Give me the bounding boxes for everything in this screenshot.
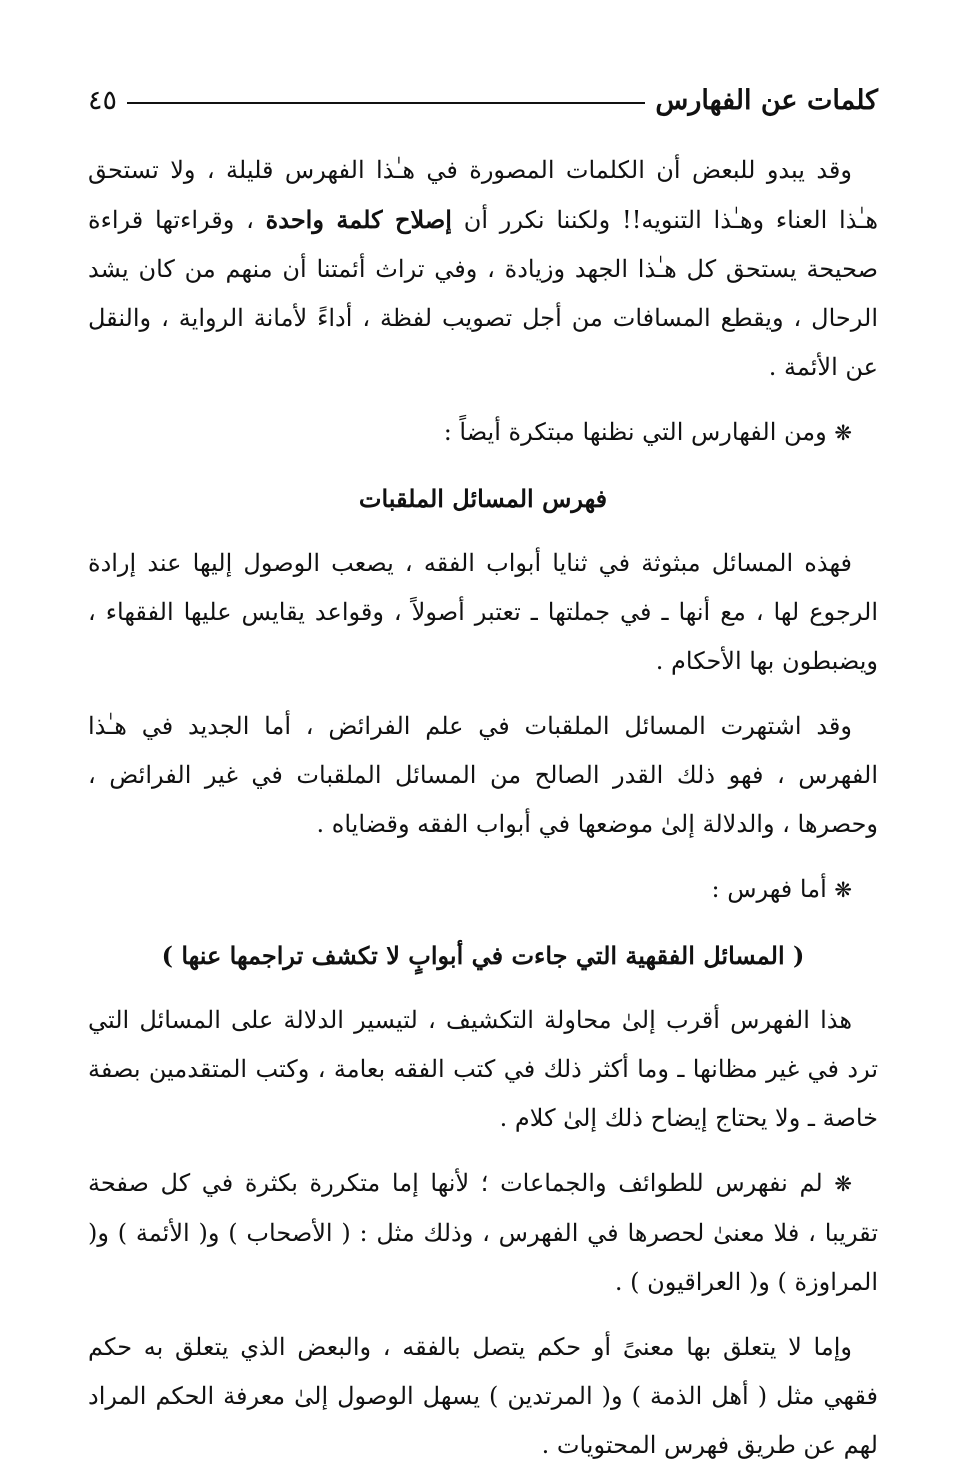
innovative-indexes-text: ومن الفهارس التي نظنها مبتكرة أيضاً : [443,418,827,446]
spacer [88,980,878,996]
spacer [88,849,878,865]
star-icon: ❋ [834,878,852,902]
spacer [88,915,878,931]
paragraph-inheritance: وقد اشتهرت المسائل الملقبات في علم الفرائض ، أما الجديد في هـٰذا الفهرس ، فهو ذلك القدر الصالح من المسائل الملقبات في غير الفرائض ، وحصرها ، والدلالة إلىٰ موضعها في أبواب الفقه وقضاياه . [88,712,878,838]
innovative-indexes-intro [88,408,878,458]
spacer [88,392,878,408]
running-title: كلمات عن الفهارس [655,84,878,116]
page-body [88,146,878,1470]
another-index-intro [88,865,878,915]
spacer [88,458,878,474]
paragraph-meaning: وإما لا يتعلق بها معنىً أو حكم يتصل بالفقه ، والبعض الذي يتعلق به حكم فقهي مثل ( أهل الذمة ) و( المرتدين ) يسهل الوصول إلىٰ معرفة الحكم المراد لهم عن طريق فهرس المحتويات . [88,1333,878,1459]
document-page [88,70,878,1459]
paragraph-intro-end: ، وقراءتها قراءة صحيحة يستحق كل هـٰذا الجهد وزيادة ، وفي تراث أئمتنا أن منهم من كان يشد الرحال ، ويقطع المسافات من أجل تصويب لفظة ، أداءً لأمانة الرواية ، والنقل عن الأئمة . [88,206,878,381]
spacer [88,1143,878,1159]
paragraph-intro-text: وقد يبدو للبعض أن الكلمات المصورة في هـٰذا الفهرس قليلة ، ولا تستحق هـٰذا العناء وهـٰذا التنويه!! ولكننا نكرر أن [88,156,878,234]
section-heading-2: ( المسائل الفقهية التي جاءت في أبوابٍ لا تكشف تراجمها عنها ) [161,941,805,970]
spacer [88,523,878,539]
paragraph-groups [88,1159,878,1307]
another-index-text: أما فهرس : [711,875,827,903]
star-icon: ❋ [834,421,852,445]
star-icon: ❋ [834,1172,852,1196]
section-heading-1: فهرس المسائل الملقبات [358,484,608,513]
paragraph-intro [88,146,878,392]
paragraph-fiqh-issues: فهذه المسائل مبثوثة في ثنايا أبواب الفقه ، يصعب الوصول إليها عند إرادة الرجوع لها ، مع أنها ـ في جملتها ـ تعتبر أصولاً ، وقواعد يقايس عليها الفقهاء ، ويضبطون بها الأحكام . [88,549,878,675]
page-header [88,70,878,130]
paragraph-groups-text: لم نفهرس للطوائف والجماعات ؛ لأنها إما متكررة بكثرة في كل صفحة تقريبا ، فلا معنىٰ لحصرها في الفهرس ، وذلك مثل : ( الأصحاب ) و( الأئمة ) و( المراوزة ) و( العراقيون ) . [88,1169,878,1296]
emphasis-text: إصلاح كلمة واحدة [265,205,452,234]
paragraph-indexing: هذا الفهرس أقرب إلىٰ محاولة التكشيف ، لتيسير الدلالة على المسائل التي ترد في غير مظانها ـ وما أكثر ذلك في كتب الفقه بعامة ، وكتب المتقدمين بصفة خاصة ـ ولا يحتاج إيضاح ذلك إلىٰ كلام . [88,1006,878,1132]
spacer [88,1307,878,1323]
header-rule [127,102,645,104]
page-number: ٤٥ [88,84,118,116]
spacer [88,686,878,702]
